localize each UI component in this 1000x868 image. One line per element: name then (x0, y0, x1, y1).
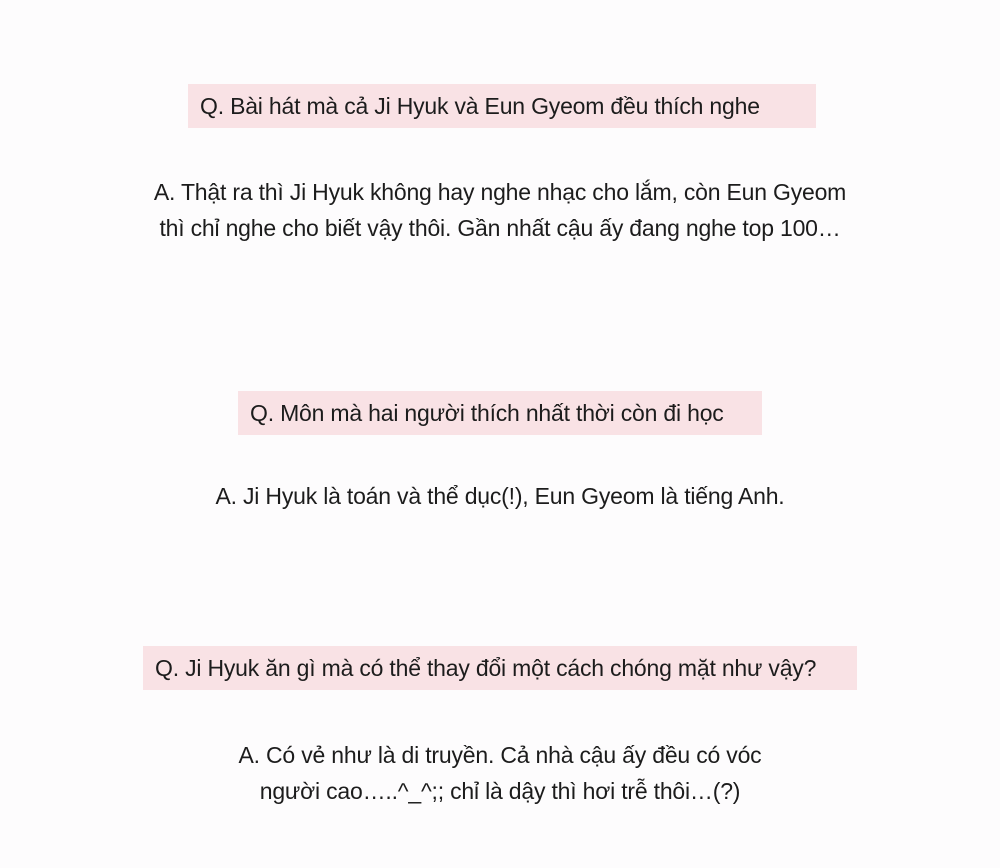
answer-3-line-1: A. Có vẻ như là di truyền. Cả nhà cậu ấy đều có vóc (238, 742, 762, 768)
answer-1 (100, 174, 900, 246)
question-3: Q. Ji Hyuk ăn gì mà có thể thay đổi một cách chóng mặt như vậy? (143, 646, 857, 690)
answer-2 (100, 478, 900, 514)
question-2: Q. Môn mà hai người thích nhất thời còn đi học (238, 391, 762, 435)
question-1: Q. Bài hát mà cả Ji Hyuk và Eun Gyeom đều thích nghe (188, 84, 816, 128)
answer-3 (100, 737, 900, 809)
answer-1-line-2: thì chỉ nghe cho biết vậy thôi. Gần nhất cậu ấy đang nghe top 100… (159, 215, 841, 241)
answer-2-line-1: A. Ji Hyuk là toán và thể dục(!), Eun Gyeom là tiếng Anh. (215, 483, 785, 509)
answer-3-line-2: người cao…..^_^;; chỉ là dậy thì hơi trễ thôi…(?) (259, 778, 741, 804)
answer-1-line-1: A. Thật ra thì Ji Hyuk không hay nghe nhạc cho lắm, còn Eun Gyeom (153, 179, 847, 205)
